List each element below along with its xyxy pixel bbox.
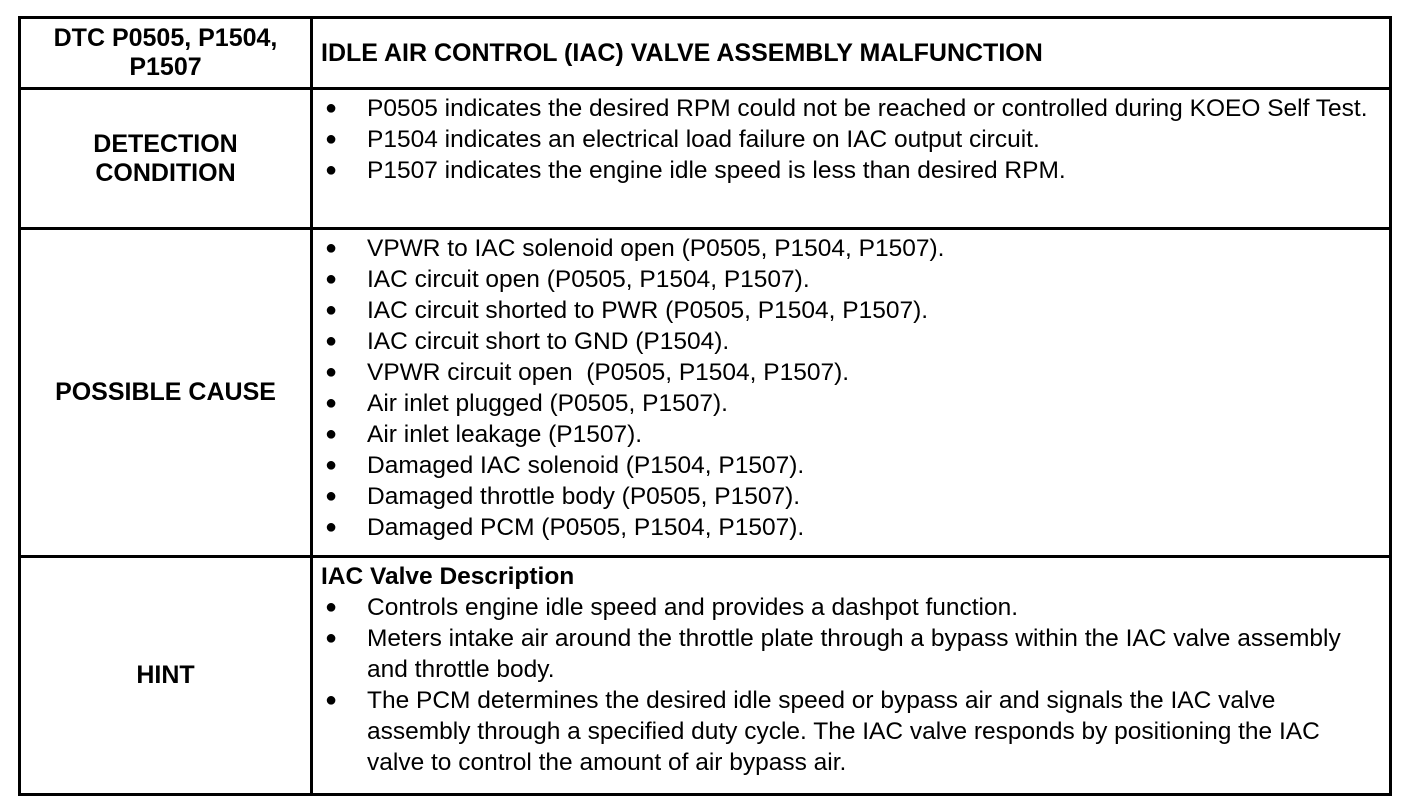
bullet-icon: ● [325,627,338,649]
hint-content-cell [312,557,1391,795]
detection-list [321,93,1381,186]
table-row-possible-cause [20,229,1391,557]
list-item: ● Air inlet leakage (P1507). [325,421,643,448]
bullet-icon: ● [325,454,338,476]
dtc-codes-cell [20,18,312,89]
dtc-codes-label: DTC P0505, P1504, P1507 [53,24,278,81]
bullet-icon: ● [325,423,338,445]
list-item: ● Damaged PCM (P0505, P1504, P1507). [325,514,805,541]
detection-condition-label: DETECTION CONDITION [93,129,238,187]
list-item: ● Damaged throttle body (P0505, P1507). [325,483,801,510]
list-item: ● The PCM determines the desired idle speed or bypass air and signals the IAC valve assembly through a specified duty cycle. The IAC valve responds by positioning the IAC valve to control the amount of air bypass air. [325,687,1320,776]
title-cell [312,18,1391,89]
bullet-icon: ● [325,689,338,711]
bullet-icon: ● [325,159,338,181]
list-item: ● IAC circuit shorted to PWR (P0505, P1504, P1507). [325,297,929,324]
bullet-icon: ● [325,268,338,290]
hint-label: HINT [136,661,195,689]
hint-heading: IAC Valve Description [321,563,575,590]
bullet-icon: ● [325,97,338,119]
list-item: ● Damaged IAC solenoid (P1504, P1507). [325,452,805,479]
detection-content-cell [312,89,1391,229]
list-item: ● P0505 indicates the desired RPM could not be reached or controlled during KOEO Self Test. [325,95,1368,122]
list-item: ● VPWR circuit open (P0505, P1504, P1507). [325,359,850,386]
bullet-icon: ● [325,361,338,383]
list-item: ● Meters intake air around the throttle plate through a bypass within the IAC valve assembly and throttle body. [325,625,1341,683]
possible-cause-label: POSSIBLE CAUSE [55,378,276,406]
hint-list [321,592,1381,778]
bullet-icon: ● [325,299,338,321]
bullet-icon: ● [325,128,338,150]
list-item: ● Controls engine idle speed and provides a dashpot function. [325,594,1019,621]
bullet-icon: ● [325,516,338,538]
table-row-detection [20,89,1391,229]
possible-cause-list [321,233,1381,543]
bullet-icon: ● [325,330,338,352]
list-item: ● VPWR to IAC solenoid open (P0505, P1504, P1507). [325,235,945,262]
list-item: ● P1507 indicates the engine idle speed is less than desired RPM. [325,157,1066,184]
possible-cause-label-cell [20,229,312,557]
table-row-header [20,18,1391,89]
page-title: IDLE AIR CONTROL (IAC) VALVE ASSEMBLY MALFUNCTION [321,39,1043,67]
list-item: ● IAC circuit short to GND (P1504). [325,328,730,355]
hint-label-cell [20,557,312,795]
possible-cause-content-cell [312,229,1391,557]
dtc-table [18,16,1392,796]
bullet-icon: ● [325,485,338,507]
list-item: ● IAC circuit open (P0505, P1504, P1507). [325,266,810,293]
bullet-icon: ● [325,596,338,618]
bullet-icon: ● [325,392,338,414]
table-row-hint [20,557,1391,795]
list-item: ● Air inlet plugged (P0505, P1507). [325,390,728,417]
bullet-icon: ● [325,237,338,259]
list-item: ● P1504 indicates an electrical load failure on IAC output circuit. [325,126,1040,153]
detection-label-cell [20,89,312,229]
